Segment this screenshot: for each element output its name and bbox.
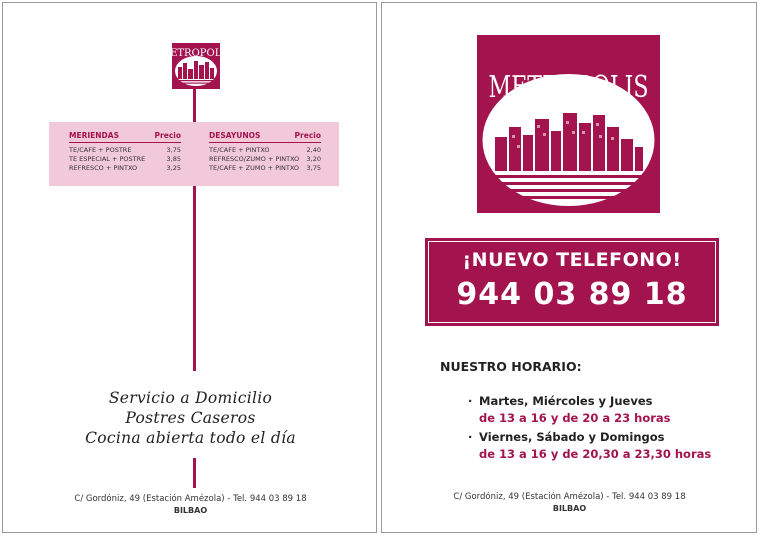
desayunos-title: DESAYUNOS	[209, 131, 261, 140]
left-page	[2, 2, 377, 533]
desayunos-price-label: Precio	[294, 131, 321, 140]
right-page	[381, 2, 757, 533]
schedule-days: Viernes, Sábado y Domingos	[479, 430, 665, 444]
bullet-icon: ·	[468, 430, 473, 444]
schedule-title: NUESTRO HORARIO:	[440, 359, 582, 374]
logo-text: METROPOLIS	[488, 70, 649, 105]
service-line: Servicio a Domicilio	[108, 389, 273, 407]
phone-title: ¡NUEVO TELEFONO!	[462, 249, 682, 271]
schedule-item	[468, 393, 671, 427]
service-line: Cocina abierta todo el día	[85, 429, 296, 447]
table-row: REFRESCO/ZUMO + PINTXO 3,20	[209, 155, 321, 163]
meriendas-price-label: Precio	[154, 131, 181, 140]
city-text: BILBAO	[552, 504, 587, 513]
table-row: TE/CAFE + PINTXO 2,40	[209, 146, 321, 154]
meriendas-table	[69, 131, 181, 173]
divider-line-bottom	[193, 458, 196, 488]
schedule-hours: de 13 a 16 y de 20 a 23 horas	[479, 411, 671, 425]
phone-number: 944 03 89 18	[456, 277, 688, 312]
schedule-item	[468, 429, 711, 463]
address-block	[382, 491, 757, 515]
city-text: BILBAO	[173, 506, 208, 515]
schedule-days: Martes, Miércoles y Jueves	[479, 394, 653, 408]
table-row: TE/CAFE + POSTRE 3,75	[69, 146, 181, 154]
bullet-icon: ·	[468, 394, 473, 408]
metropolis-logo-small	[159, 43, 233, 89]
phone-banner	[426, 239, 718, 325]
address-text: C/ Gordóniz, 49 (Estación Amézola) - Tel. 944 03 89 18	[453, 492, 686, 502]
service-line: Postres Caseros	[125, 409, 256, 427]
address-text: C/ Gordóniz, 49 (Estación Amézola) - Tel. 944 03 89 18	[74, 494, 307, 504]
desayunos-table	[209, 131, 321, 173]
services-text	[3, 388, 378, 448]
table-row: TE ESPECIAL + POSTRE 3,85	[69, 155, 181, 163]
table-row: REFRESCO + PINTXO 3,25	[69, 164, 181, 172]
logo-text: METROPOLIS	[159, 48, 233, 59]
schedule-hours: de 13 a 16 y de 20,30 a 23,30 horas	[479, 447, 712, 461]
table-row: TE/CAFE + ZUMO + PINTXO 3,75	[209, 164, 321, 172]
meriendas-title: MERIENDAS	[69, 131, 119, 140]
metropolis-logo-large	[477, 35, 660, 213]
address-block	[3, 493, 378, 517]
